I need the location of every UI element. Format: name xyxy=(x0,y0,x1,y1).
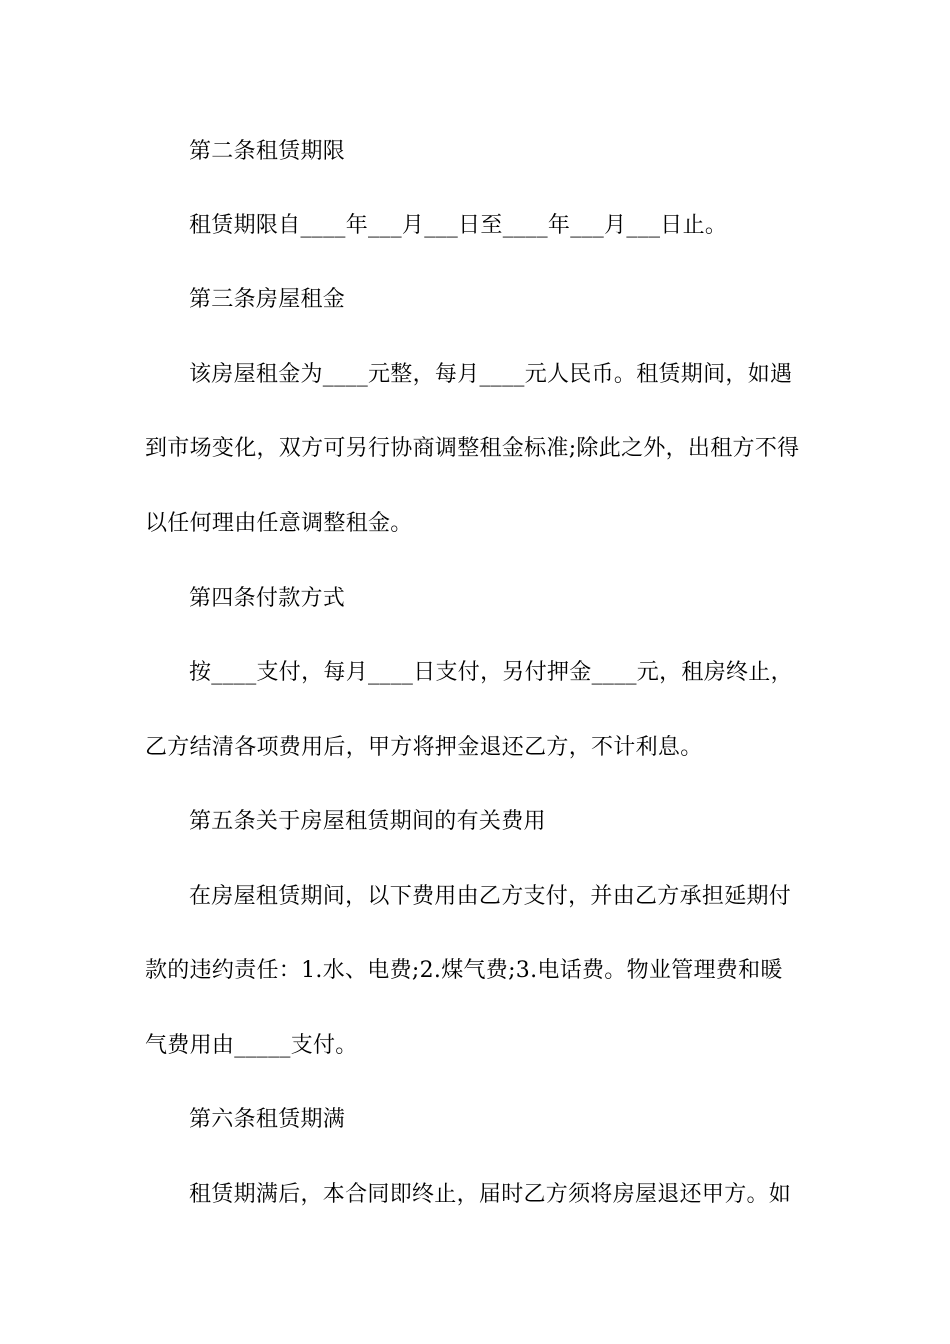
section-heading-expiry: 第六条租赁期满 xyxy=(189,1107,346,1132)
paragraph-line: 到市场变化，双方可另行协商调整租金标准;除此之外，出租方不得 xyxy=(145,436,800,461)
paragraph-line: 按____支付，每月____日支付，另付押金____元，租房终止， xyxy=(189,660,793,685)
paragraph-line: 气费用由_____支付。 xyxy=(145,1033,358,1058)
paragraph-line: 在房屋租赁期间，以下费用由乙方支付，并由乙方承担延期付 xyxy=(189,884,792,909)
section-heading-rent: 第三条房屋租金 xyxy=(189,287,346,312)
paragraph-line: 以任何理由任意调整租金。 xyxy=(145,511,413,536)
section-heading-payment: 第四条付款方式 xyxy=(189,586,346,611)
paragraph-line: 租赁期满后，本合同即终止，届时乙方须将房屋退还甲方。如 xyxy=(189,1182,792,1207)
paragraph-line: 乙方结清各项费用后，甲方将押金退还乙方，不计利息。 xyxy=(145,735,703,760)
paragraph-line: 款的违约责任：1.水、电费;2.煤气费;3.电话费。物业管理费和暖 xyxy=(145,958,783,983)
paragraph-line: 租赁期限自____年___月___日至____年___月___日止。 xyxy=(189,213,728,238)
section-heading-fees: 第五条关于房屋租赁期间的有关费用 xyxy=(189,809,546,834)
section-heading-lease-term: 第二条租赁期限 xyxy=(189,139,346,164)
paragraph-line: 该房屋租金为____元整，每月____元人民币。租赁期间，如遇 xyxy=(189,362,793,387)
